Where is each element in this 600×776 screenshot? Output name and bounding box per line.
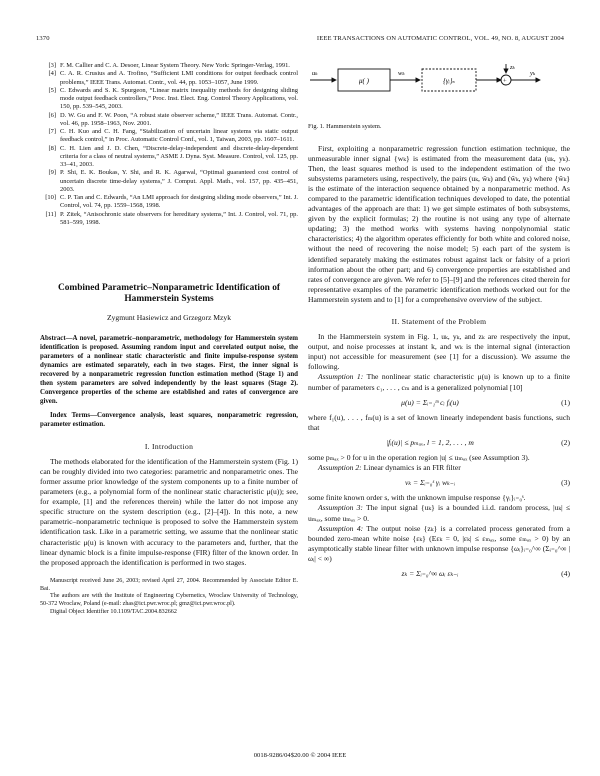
label-plus: + (503, 77, 507, 85)
assumption-1 (308, 372, 570, 392)
index-terms: Index Terms—Convergence analysis, least squares, nonparametric regression, parameter estimation. (40, 411, 298, 428)
reference-item (40, 87, 298, 112)
right-column (308, 62, 570, 584)
reference-number: [9] (48, 169, 56, 177)
reference-item (40, 145, 298, 170)
reference-item (40, 211, 298, 228)
assumption-label: Assumption 1: (318, 372, 364, 382)
reference-number: [3] (48, 62, 56, 69)
footnote-doi: Digital Object Identifier 10.1109/TAC.2004.832662 (50, 609, 177, 616)
assumption-label: Assumption 3: (318, 503, 363, 513)
assumption-2 (308, 463, 570, 473)
assumption-label: Assumption 2: (318, 463, 362, 473)
equation-number: (4) (561, 568, 570, 578)
body-paragraph: some pₘₐₓ > 0 for u in the operation region |u| ≤ uₘₐₓ (see Assumption 3). (308, 453, 530, 463)
label-y-k: yₖ (530, 70, 536, 77)
references-list (40, 62, 298, 227)
reference-item (40, 62, 298, 70)
equation-body: zₖ = Σᵢ₌₀^∞ ωᵢ εₖ₋ᵢ (401, 568, 459, 578)
reference-text: P. Zitek, “Anisochronic state observers for hereditary systems,” Int. J. Control, vol. 71, pp. 581–599, 1998. (60, 210, 298, 226)
hammerstein-figure (308, 62, 570, 120)
footnote-received: Manuscript received June 26, 2003; revised April 27, 2004. Recommended by Associate Editor E. Bai. (40, 577, 298, 592)
equation-body: μ(u) = Σᵢ₌₁ᵐ cᵢ fᵢ(u) (401, 397, 459, 407)
assumption-3 (308, 503, 570, 523)
assumption-text: The output noise {zₖ} is a correlated process generated from a bounded zero-mean white noise {εₖ} (Eεₖ = 0, |εₖ| ≤ εₘₐₓ, some εₘₐₓ > 0) by an asymptotically stable linear filter with unknown impulse response {ωᵢ}ᵢ₌₀^∞ (Σᵢ₌₀^∞ |ωᵢ| < ∞) (308, 523, 570, 563)
equation-number: (2) (561, 437, 570, 447)
body-paragraph: In the Hammerstein system in Fig. 1, uₖ, yₖ, and zₖ are respectively the input, output, and noise processes at instant k, and wₖ is the internal signal (interaction input) not accessible for measurement (see [1] for a discussion). We assume the following. (308, 332, 570, 372)
label-w-k: wₖ (398, 70, 405, 77)
reference-text: C. H. Kuo and C. H. Fang, “Stabilization of uncertain linear systems via static output feedback control,” in Proc. Automatic Control Conf., vol. 1, Taiwan, 2003, pp. 1607–1611. (60, 128, 298, 144)
reference-number: [8] (48, 144, 56, 152)
reference-number: [4] (48, 70, 56, 78)
reference-item (40, 194, 298, 211)
equation-number: (3) (561, 478, 570, 488)
equation-number: (1) (561, 397, 570, 407)
footnote (40, 578, 298, 617)
reference-number: [7] (48, 128, 56, 135)
reference-number: [5] (48, 86, 56, 94)
reference-item (40, 169, 298, 194)
body-paragraph: some finite known order s, with the unknown impulse response {γᵢ}ᵢ₌₀ˢ. (308, 493, 526, 503)
assumption-label: Assumption 4: (318, 523, 364, 533)
reference-number: [11] (45, 210, 56, 218)
reference-number: [10] (45, 194, 56, 201)
reference-text: F. M. Callier and C. A. Desoer, Linear System Theory. New York: Springer-Verlag, 1991. (60, 62, 290, 69)
body-paragraph: First, exploiting a nonparametric regression function estimation technique, the unmeasurable inner signal {wₖ} is estimated from the measurement data (uₖ, yₖ). Then, the least squares method is used to the independent estimation of the two subsystems parameters using, respectively, the pairs (uₖ, ŵₖ) and (ŵₖ, yₖ) where {ŵₖ} is the estimate of the interaction sequence obtained by a nonparametric method. As compared to the parametric identification techniques developed to date, the potential advantages of the approach are that: 1) we get simple estimates of both subsystems, given by the explicit formulas; 2) the routine is not using any type of alternate updating; 3) the method works with systems having nonpolynomial static characteristics; 4) the algorithm operates efficiently for both white and colored noise, without the need of recovering the noise model; 5) each part of the system is identified separately making the estimates robust against lack or falsity of a priori information about the other part; and 6) convergence properties are established and rates of convergence are given. We refer to [5]–[9] and the references cited therein for representative examples of the parametric identification methods worked out for the Hammerstein system and to [1] for a comprehensive overview of the subject. (308, 143, 570, 304)
page-number: 1370 (36, 35, 50, 42)
reference-text: D. W. Gu and F. W. Poon, “A robust state observer scheme,” IEEE Trans. Automat. Contr., vol. 46, pp. 1958–1963, Nov. 2001. (60, 111, 298, 127)
equation-4 (308, 569, 570, 579)
equation-1 (308, 398, 570, 408)
reference-text: C. A. R. Crusius and A. Trofino, “Sufficient LMI conditions for output feedback control problems,” IEEE Trans. Automat. Contr., vol. 44, pp. 1053–1057, June 1999. (60, 70, 298, 86)
reference-item (40, 112, 298, 129)
left-column (40, 62, 298, 617)
footnote-affiliation: The authors are with the Institute of Engineering Cybernetics, Wroclaw University of Technology, 50-372 Wroclaw, Poland (e-mail: zhas@ict.pwr.wroc.pl; gmz@ict.pwr.wroc.pl). (40, 593, 298, 608)
body-paragraph: where f₁(u), . . . , fₘ(u) is a set of known linearly independent basis functions, such that (308, 412, 570, 432)
assumption-text: The nonlinear static characteristic μ(u) is known up to a finite number of parameters c₁, . . . , cₘ and is a generalized polynomial [10] (308, 372, 570, 392)
reference-text: C. H. Lien and J. D. Chen, “Discrete-delay-independent and discrete-delay-dependent criteria for a class of neutral systems,” ASME J. Dyna. Syst. Measure. Control, vol. 125, pp. 33–41, 2003. (60, 144, 298, 168)
paper-title: Combined Parametric–Nonparametric Identification of Hammerstein Systems (57, 283, 281, 305)
label-z-k: zₖ (510, 64, 515, 71)
assumption-4 (308, 524, 570, 564)
label-u-k: uₖ (312, 70, 318, 77)
journal-citation: IEEE TRANSACTIONS ON AUTOMATIC CONTROL, VOL. 49, NO. 8, AUGUST 2004 (316, 35, 564, 42)
section-heading-problem-statement: II. Statement of the Problem (391, 317, 487, 327)
equation-3 (308, 478, 570, 488)
equation-body: |fᵢ(u)| ≤ pₘₐₓ, l = 1, 2, . . . , m (386, 437, 474, 447)
paper-authors: Zygmunt Hasiewicz and Grzegorz Mzyk (107, 312, 231, 322)
figure-caption: Fig. 1. Hammerstein system. (308, 123, 382, 130)
equation-2 (308, 438, 570, 448)
label-mu: μ( ) (359, 77, 369, 85)
reference-item (40, 128, 298, 145)
reference-text: C. Edwards and S. K. Spurgeon, “Linear matrix inequality methods for designing sliding mode output feedback controllers,” Proc. Inst. Elect. Eng. Control Theory Applications, vol. 150, pp. 539–545, 2003. (60, 86, 298, 111)
assumption-text: Linear dynamics is an FIR filter (361, 463, 461, 473)
reference-number: [6] (48, 111, 56, 119)
reference-text: C. P. Tan and C. Edwards, “An LMI approach for designing sliding mode observers,” Int. J. Control, vol. 74, pp. 1559–1568, 1998. (60, 194, 298, 210)
assumption-text: The input signal {uₖ} is a bounded i.i.d. random process, |uₖ| ≤ uₘₐₓ, some uₘₐₓ > 0. (308, 503, 570, 523)
abstract: Abstract—A novel, parametric–nonparametric, methodology for Hammerstein system identification is proposed. Assuming random input and correlated output noise, the parameters of a nonlinear static characteristic and finite impulse-response system dynamics are estimated separately, each in two stages. First, the inner signal is recovered by a nonparametric regression function estimation method (Stage 1) and then system parameters are solved independently by the least squares (Stage 2). Convergence properties of the scheme are established and rates of convergence are given. (40, 335, 298, 405)
reference-text: P. Shi, E. K. Boukas, Y. Shi, and R. K. Agarwal, “Optimal guaranteed cost control of uncertain discrete time-delay systems,” J. Comput. Appl. Math., vol. 157, pp. 435–451, 2003. (60, 169, 298, 193)
label-gamma: {γᵢ}ₛ (443, 77, 455, 85)
copyright-line: 0018-9286/04$20.00 © 2004 IEEE (253, 752, 347, 759)
section-heading-introduction: I. Introduction (144, 441, 194, 451)
running-header (36, 35, 564, 47)
reference-item (40, 70, 298, 87)
block-diagram (308, 62, 570, 120)
equation-body: vₖ = Σᵢ₌₀ˢ γᵢ wₖ₋ᵢ (404, 478, 456, 488)
introduction-text: The methods elaborated for the identification of the Hammerstein system (Fig. 1) can be roughly divided into two categories: parametric and nonparametric ones. The former assume prior knowledge of the system components up to a finite number of parameters (e.g., a polynomial form of the nonlinear static characteristic μ(u)); see, for example, [1] and the references therein) while the latter do not impose any specific structure on the system description (e.g., [2]–[4]). In this note, a new parametric–nonparametric technique is proposed to solve the Hammerstein system identification task. Like in a parametric setting, we assume that the nonlinear static characteristic μ(u) is known with accuracy to the parameters and, further, that the linear dynamic block is a finite impulse-response (FIR) filter of the known order. In the proposed approach the identification is performed in two stages. (40, 456, 298, 567)
